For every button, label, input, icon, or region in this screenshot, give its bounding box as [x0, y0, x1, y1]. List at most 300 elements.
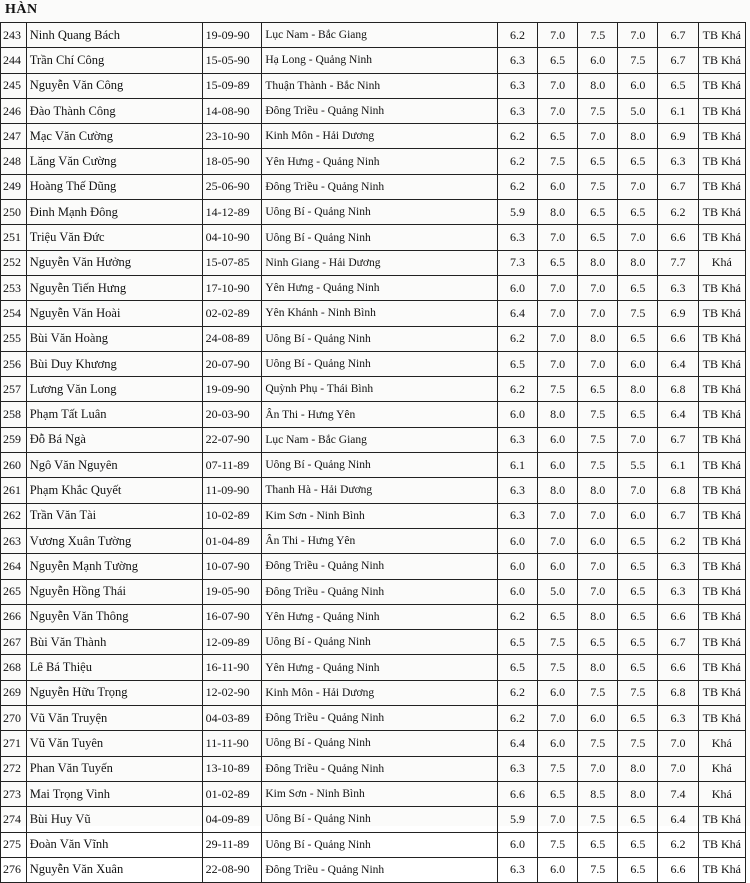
- hometown: Ân Thi - Hưng Yên: [262, 402, 498, 427]
- score-4: 6.0: [618, 503, 658, 528]
- student-number: 268: [1, 655, 27, 680]
- classification: TB Khá: [698, 124, 745, 149]
- average-score: 6.7: [658, 427, 698, 452]
- score-4: 8.0: [618, 781, 658, 806]
- score-1: 6.1: [497, 453, 537, 478]
- score-2: 7.0: [538, 351, 578, 376]
- birth-date: 01-02-89: [202, 781, 262, 806]
- score-1: 6.4: [497, 731, 537, 756]
- score-1: 6.2: [497, 124, 537, 149]
- score-3: 6.5: [578, 149, 618, 174]
- score-1: 6.0: [497, 579, 537, 604]
- birth-date: 20-03-90: [202, 402, 262, 427]
- average-score: 6.2: [658, 200, 698, 225]
- score-4: 7.5: [618, 731, 658, 756]
- student-number: 252: [1, 250, 27, 275]
- score-2: 6.0: [538, 554, 578, 579]
- student-name: Nguyễn Hồng Thái: [26, 579, 202, 604]
- score-2: 6.5: [538, 781, 578, 806]
- classification: TB Khá: [698, 427, 745, 452]
- student-number: 272: [1, 756, 27, 781]
- score-2: 5.0: [538, 579, 578, 604]
- student-number: 253: [1, 275, 27, 300]
- birth-date: 16-07-90: [202, 604, 262, 629]
- average-score: 7.7: [658, 250, 698, 275]
- score-2: 7.0: [538, 275, 578, 300]
- birth-date: 17-10-90: [202, 275, 262, 300]
- score-3: 8.0: [578, 73, 618, 98]
- score-4: 6.5: [618, 832, 658, 857]
- birth-date: 22-07-90: [202, 427, 262, 452]
- table-row: [1, 427, 746, 452]
- score-4: 6.5: [618, 326, 658, 351]
- score-2: 7.5: [538, 630, 578, 655]
- birth-date: 13-10-89: [202, 756, 262, 781]
- birth-date: 15-07-85: [202, 250, 262, 275]
- hometown: Yên Hưng - Quảng Ninh: [262, 149, 498, 174]
- score-4: 8.0: [618, 377, 658, 402]
- student-name: Bùi Duy Khương: [26, 351, 202, 376]
- average-score: 6.1: [658, 453, 698, 478]
- score-1: 5.9: [497, 807, 537, 832]
- score-3: 7.0: [578, 503, 618, 528]
- hometown: Yên Khánh - Ninh Bình: [262, 301, 498, 326]
- average-score: 6.3: [658, 149, 698, 174]
- score-1: 6.3: [497, 73, 537, 98]
- score-4: 7.5: [618, 680, 658, 705]
- classification: TB Khá: [698, 326, 745, 351]
- student-number: 271: [1, 731, 27, 756]
- average-score: 6.4: [658, 402, 698, 427]
- classification: TB Khá: [698, 503, 745, 528]
- student-name: Trần Chí Công: [26, 48, 202, 73]
- score-2: 7.0: [538, 326, 578, 351]
- score-1: 6.3: [497, 98, 537, 123]
- score-2: 8.0: [538, 200, 578, 225]
- hometown: Hạ Long - Quảng Ninh: [262, 48, 498, 73]
- student-name: Vương Xuân Tường: [26, 528, 202, 553]
- table-row: [1, 98, 746, 123]
- student-number: 244: [1, 48, 27, 73]
- hometown: Uông Bí - Quảng Ninh: [262, 326, 498, 351]
- score-1: 6.3: [497, 427, 537, 452]
- table-row: [1, 48, 746, 73]
- student-number: 246: [1, 98, 27, 123]
- score-2: 6.0: [538, 857, 578, 882]
- score-2: 6.5: [538, 250, 578, 275]
- score-1: 6.3: [497, 225, 537, 250]
- score-4: 8.0: [618, 250, 658, 275]
- birth-date: 15-09-89: [202, 73, 262, 98]
- average-score: 6.7: [658, 630, 698, 655]
- student-number: 250: [1, 200, 27, 225]
- score-3: 7.5: [578, 453, 618, 478]
- score-2: 6.0: [538, 453, 578, 478]
- score-1: 5.9: [497, 200, 537, 225]
- classification: TB Khá: [698, 23, 745, 48]
- hometown: Ninh Giang - Hải Dương: [262, 250, 498, 275]
- student-number: 269: [1, 680, 27, 705]
- birth-date: 14-08-90: [202, 98, 262, 123]
- classification: TB Khá: [698, 200, 745, 225]
- hometown: Ân Thi - Hưng Yên: [262, 528, 498, 553]
- student-number: 243: [1, 23, 27, 48]
- score-3: 6.0: [578, 706, 618, 731]
- score-4: 8.0: [618, 124, 658, 149]
- hometown: Uông Bí - Quảng Ninh: [262, 225, 498, 250]
- score-2: 8.0: [538, 478, 578, 503]
- classification: TB Khá: [698, 807, 745, 832]
- score-3: 8.0: [578, 604, 618, 629]
- score-3: 6.5: [578, 200, 618, 225]
- hometown: Yên Hưng - Quảng Ninh: [262, 604, 498, 629]
- score-1: 6.4: [497, 301, 537, 326]
- average-score: 6.7: [658, 503, 698, 528]
- birth-date: 12-02-90: [202, 680, 262, 705]
- score-1: 6.6: [497, 781, 537, 806]
- average-score: 6.6: [658, 655, 698, 680]
- student-name: Phạm Tất Luân: [26, 402, 202, 427]
- score-1: 6.2: [497, 377, 537, 402]
- student-number: 260: [1, 453, 27, 478]
- table-row: [1, 503, 746, 528]
- hometown: Uông Bí - Quảng Ninh: [262, 351, 498, 376]
- score-1: 6.0: [497, 275, 537, 300]
- classification: TB Khá: [698, 301, 745, 326]
- average-score: 6.6: [658, 604, 698, 629]
- score-3: 7.0: [578, 756, 618, 781]
- score-1: 6.5: [497, 351, 537, 376]
- classification: TB Khá: [698, 832, 745, 857]
- student-name: Trần Văn Tài: [26, 503, 202, 528]
- average-score: 6.2: [658, 528, 698, 553]
- student-name: Bùi Huy Vũ: [26, 807, 202, 832]
- table-row: [1, 528, 746, 553]
- average-score: 6.7: [658, 174, 698, 199]
- score-1: 6.3: [497, 857, 537, 882]
- score-2: 7.5: [538, 832, 578, 857]
- average-score: 6.4: [658, 351, 698, 376]
- score-2: 7.0: [538, 23, 578, 48]
- table-row: [1, 301, 746, 326]
- score-1: 6.3: [497, 48, 537, 73]
- table-row: [1, 680, 746, 705]
- hometown: Uông Bí - Quảng Ninh: [262, 731, 498, 756]
- score-3: 6.5: [578, 630, 618, 655]
- score-2: 6.5: [538, 604, 578, 629]
- student-number: 256: [1, 351, 27, 376]
- score-1: 6.0: [497, 832, 537, 857]
- score-1: 6.3: [497, 478, 537, 503]
- score-3: 7.5: [578, 680, 618, 705]
- score-2: 7.0: [538, 528, 578, 553]
- table-row: [1, 200, 746, 225]
- birth-date: 04-03-89: [202, 706, 262, 731]
- birth-date: 07-11-89: [202, 453, 262, 478]
- hometown: Đông Triều - Quảng Ninh: [262, 706, 498, 731]
- table-row: [1, 781, 746, 806]
- hometown: Kinh Môn - Hải Dương: [262, 680, 498, 705]
- table-row: [1, 225, 746, 250]
- score-2: 7.0: [538, 301, 578, 326]
- student-number: 259: [1, 427, 27, 452]
- score-4: 6.5: [618, 275, 658, 300]
- table-row: [1, 655, 746, 680]
- student-number: 264: [1, 554, 27, 579]
- average-score: 6.4: [658, 807, 698, 832]
- student-number: 263: [1, 528, 27, 553]
- score-1: 6.2: [497, 326, 537, 351]
- score-1: 6.0: [497, 554, 537, 579]
- classification: TB Khá: [698, 275, 745, 300]
- average-score: 6.3: [658, 706, 698, 731]
- score-2: 7.5: [538, 655, 578, 680]
- birth-date: 16-11-90: [202, 655, 262, 680]
- student-name: Lăng Văn Cường: [26, 149, 202, 174]
- score-1: 6.2: [497, 23, 537, 48]
- student-number: 275: [1, 832, 27, 857]
- student-number: 270: [1, 706, 27, 731]
- score-4: 7.5: [618, 48, 658, 73]
- classification: TB Khá: [698, 149, 745, 174]
- score-3: 6.0: [578, 528, 618, 553]
- score-3: 7.0: [578, 579, 618, 604]
- hometown: Uông Bí - Quảng Ninh: [262, 200, 498, 225]
- score-4: 6.5: [618, 200, 658, 225]
- hometown: Uông Bí - Quảng Ninh: [262, 807, 498, 832]
- score-4: 6.5: [618, 149, 658, 174]
- score-4: 6.5: [618, 579, 658, 604]
- score-4: 7.0: [618, 23, 658, 48]
- score-1: 6.5: [497, 630, 537, 655]
- score-3: 6.5: [578, 832, 618, 857]
- birth-date: 19-05-90: [202, 579, 262, 604]
- student-name: Đào Thành Công: [26, 98, 202, 123]
- score-4: 7.0: [618, 174, 658, 199]
- score-3: 7.0: [578, 124, 618, 149]
- score-2: 7.5: [538, 756, 578, 781]
- score-3: 7.5: [578, 731, 618, 756]
- table-row: [1, 250, 746, 275]
- classification: TB Khá: [698, 604, 745, 629]
- student-number: 265: [1, 579, 27, 604]
- score-1: 6.2: [497, 174, 537, 199]
- student-name: Nguyễn Văn Hoài: [26, 301, 202, 326]
- score-2: 8.0: [538, 402, 578, 427]
- classification: TB Khá: [698, 225, 745, 250]
- classification: TB Khá: [698, 554, 745, 579]
- table-row: [1, 807, 746, 832]
- score-3: 7.0: [578, 351, 618, 376]
- classification: TB Khá: [698, 478, 745, 503]
- score-3: 8.0: [578, 478, 618, 503]
- table-row: [1, 149, 746, 174]
- student-name: Bùi Văn Thành: [26, 630, 202, 655]
- student-name: Vũ Văn Truyện: [26, 706, 202, 731]
- student-name: Nguyễn Văn Xuân: [26, 857, 202, 882]
- student-number: 247: [1, 124, 27, 149]
- table-row: [1, 402, 746, 427]
- score-4: 8.0: [618, 756, 658, 781]
- score-2: 7.5: [538, 377, 578, 402]
- score-2: 6.5: [538, 48, 578, 73]
- birth-date: 23-10-90: [202, 124, 262, 149]
- score-4: 6.5: [618, 554, 658, 579]
- student-name: Mạc Văn Cường: [26, 124, 202, 149]
- classification: TB Khá: [698, 655, 745, 680]
- classification: TB Khá: [698, 857, 745, 882]
- student-name: Đỗ Bá Ngà: [26, 427, 202, 452]
- score-4: 7.0: [618, 225, 658, 250]
- average-score: 6.9: [658, 124, 698, 149]
- hometown: Kim Sơn - Ninh Bình: [262, 781, 498, 806]
- student-name: Bùi Văn Hoàng: [26, 326, 202, 351]
- hometown: Đông Triều - Quảng Ninh: [262, 98, 498, 123]
- student-name: Đinh Mạnh Đông: [26, 200, 202, 225]
- score-3: 7.0: [578, 554, 618, 579]
- table-row: [1, 23, 746, 48]
- results-table: [0, 22, 746, 883]
- student-name: Nguyễn Văn Thông: [26, 604, 202, 629]
- hometown: Kim Sơn - Ninh Bình: [262, 503, 498, 528]
- average-score: 7.4: [658, 781, 698, 806]
- hometown: Quỳnh Phụ - Thái Bình: [262, 377, 498, 402]
- student-name: Ngô Văn Nguyên: [26, 453, 202, 478]
- classification: TB Khá: [698, 680, 745, 705]
- hometown: Đông Triều - Quảng Ninh: [262, 554, 498, 579]
- student-name: Phan Văn Tuyến: [26, 756, 202, 781]
- student-name: Triệu Văn Đức: [26, 225, 202, 250]
- birth-date: 11-11-90: [202, 731, 262, 756]
- table-row: [1, 351, 746, 376]
- student-number: 267: [1, 630, 27, 655]
- results-table-body: [1, 23, 746, 883]
- student-name: Đoàn Văn Vĩnh: [26, 832, 202, 857]
- table-row: [1, 857, 746, 882]
- average-score: 6.2: [658, 832, 698, 857]
- student-number: 255: [1, 326, 27, 351]
- birth-date: 14-12-89: [202, 200, 262, 225]
- birth-date: 10-02-89: [202, 503, 262, 528]
- hometown: Kinh Môn - Hải Dương: [262, 124, 498, 149]
- average-score: 6.3: [658, 579, 698, 604]
- classification: TB Khá: [698, 402, 745, 427]
- hometown: Yên Hưng - Quảng Ninh: [262, 655, 498, 680]
- score-2: 7.5: [538, 149, 578, 174]
- score-2: 6.0: [538, 731, 578, 756]
- section-header: HÀN: [5, 2, 38, 17]
- student-name: Vũ Văn Tuyên: [26, 731, 202, 756]
- score-4: 6.5: [618, 402, 658, 427]
- student-name: Nguyễn Văn Hưởng: [26, 250, 202, 275]
- table-row: [1, 478, 746, 503]
- average-score: 6.9: [658, 301, 698, 326]
- table-row: [1, 604, 746, 629]
- hometown: Thanh Hà - Hải Dương: [262, 478, 498, 503]
- student-number: 262: [1, 503, 27, 528]
- score-3: 7.5: [578, 23, 618, 48]
- classification: TB Khá: [698, 48, 745, 73]
- student-number: 273: [1, 781, 27, 806]
- average-score: 6.6: [658, 857, 698, 882]
- table-row: [1, 706, 746, 731]
- birth-date: 20-07-90: [202, 351, 262, 376]
- student-number: 251: [1, 225, 27, 250]
- student-number: 245: [1, 73, 27, 98]
- table-row: [1, 756, 746, 781]
- birth-date: 15-05-90: [202, 48, 262, 73]
- table-row: [1, 731, 746, 756]
- table-row: [1, 377, 746, 402]
- classification: Khá: [698, 781, 745, 806]
- hometown: Uông Bí - Quảng Ninh: [262, 453, 498, 478]
- classification: TB Khá: [698, 377, 745, 402]
- classification: TB Khá: [698, 73, 745, 98]
- score-1: 6.2: [497, 604, 537, 629]
- score-3: 6.5: [578, 377, 618, 402]
- table-row: [1, 124, 746, 149]
- score-1: 6.0: [497, 528, 537, 553]
- score-2: 7.0: [538, 503, 578, 528]
- hometown: Uông Bí - Quảng Ninh: [262, 630, 498, 655]
- average-score: 6.3: [658, 275, 698, 300]
- score-3: 7.5: [578, 98, 618, 123]
- average-score: 6.8: [658, 478, 698, 503]
- score-4: 6.0: [618, 351, 658, 376]
- birth-date: 11-09-90: [202, 478, 262, 503]
- average-score: 6.7: [658, 23, 698, 48]
- score-3: 6.0: [578, 48, 618, 73]
- student-name: Nguyễn Tiến Hưng: [26, 275, 202, 300]
- score-1: 6.2: [497, 149, 537, 174]
- score-4: 7.5: [618, 301, 658, 326]
- birth-date: 25-06-90: [202, 174, 262, 199]
- score-2: 6.0: [538, 680, 578, 705]
- student-number: 274: [1, 807, 27, 832]
- score-3: 8.0: [578, 655, 618, 680]
- score-4: 6.5: [618, 655, 658, 680]
- average-score: 6.3: [658, 554, 698, 579]
- score-3: 8.0: [578, 250, 618, 275]
- classification: TB Khá: [698, 579, 745, 604]
- table-row: [1, 579, 746, 604]
- score-4: 6.5: [618, 807, 658, 832]
- classification: Khá: [698, 756, 745, 781]
- birth-date: 10-07-90: [202, 554, 262, 579]
- student-name: Lương Văn Long: [26, 377, 202, 402]
- score-3: 7.5: [578, 807, 618, 832]
- average-score: 7.0: [658, 756, 698, 781]
- student-number: 257: [1, 377, 27, 402]
- student-name: Nguyễn Mạnh Tường: [26, 554, 202, 579]
- score-4: 6.5: [618, 630, 658, 655]
- classification: TB Khá: [698, 630, 745, 655]
- student-number: 276: [1, 857, 27, 882]
- student-name: Ninh Quang Bách: [26, 23, 202, 48]
- birth-date: 19-09-90: [202, 377, 262, 402]
- score-2: 6.0: [538, 427, 578, 452]
- classification: TB Khá: [698, 351, 745, 376]
- birth-date: 24-08-89: [202, 326, 262, 351]
- score-2: 7.0: [538, 807, 578, 832]
- average-score: 6.7: [658, 48, 698, 73]
- classification: Khá: [698, 250, 745, 275]
- hometown: Uông Bí - Quảng Ninh: [262, 832, 498, 857]
- score-4: 6.5: [618, 857, 658, 882]
- average-score: 6.6: [658, 225, 698, 250]
- score-1: 6.2: [497, 680, 537, 705]
- student-name: Mai Trọng Vinh: [26, 781, 202, 806]
